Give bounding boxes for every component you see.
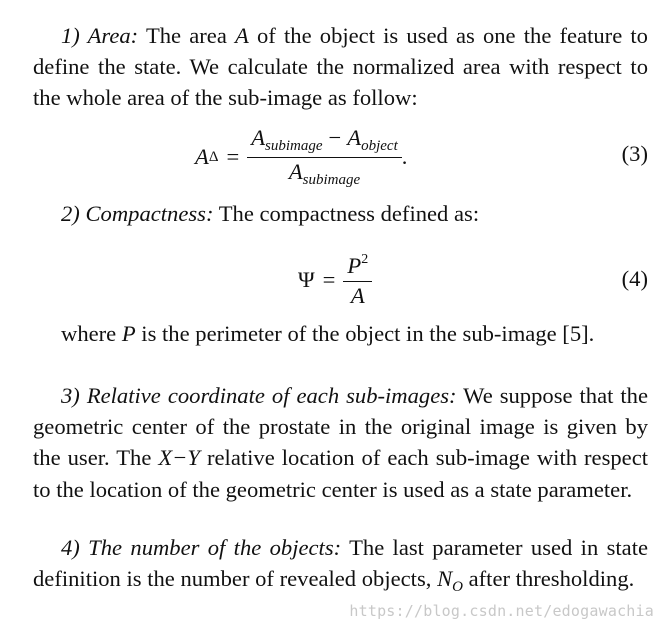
objects-paragraph — [33, 532, 648, 603]
area-var-a: A — [235, 23, 249, 48]
area-text-1: The area — [138, 23, 236, 48]
eq3-fraction — [247, 125, 402, 189]
relative-var-xy: X−Y — [158, 445, 200, 471]
eq4-lhs: Ψ — [298, 267, 315, 292]
perimeter-var-p: P — [121, 321, 136, 346]
compactness-paragraph — [33, 198, 648, 229]
eq4-den-a: A — [350, 282, 365, 308]
perimeter-paragraph — [33, 318, 648, 349]
equation-3-body — [195, 127, 407, 187]
compactness-text: The compactness defined as: — [213, 201, 480, 226]
equation-4 — [33, 250, 648, 310]
compactness-heading: 2) Compactness: — [61, 201, 214, 226]
eq4-equals: = — [322, 267, 336, 292]
eq3-num-a1: A — [251, 125, 266, 150]
area-paragraph — [33, 20, 648, 114]
eq3-den-a: A — [288, 159, 303, 184]
eq3-minus: − — [328, 125, 342, 150]
objects-var-n: N — [437, 566, 453, 592]
eq3-num-a2: A — [347, 125, 362, 150]
eq3-numerator — [247, 125, 402, 158]
relative-text-1: We suppose that the geometric center of the prostate in the original image is given by the user. The — [33, 383, 649, 471]
eq3-num-sub1: subimage — [265, 138, 323, 154]
eq4-fraction — [343, 252, 372, 309]
area-heading: 1) Area: — [61, 23, 139, 48]
eq3-denominator — [247, 158, 402, 189]
eq3-equals: = — [226, 144, 240, 169]
eq3-period: . — [401, 144, 408, 169]
eq3-number: (3) — [621, 141, 648, 166]
objects-text-2: after thresholding. — [462, 566, 635, 592]
relative-text-2: relative location of each sub-image with respect to the location of the geometric center is used as a state parameter. — [33, 445, 648, 502]
objects-text-1: The last parameter used in state definition is the number of revealed objects, — [33, 535, 649, 592]
eq4-number: (4) — [621, 266, 648, 291]
eq4-denominator — [343, 282, 372, 309]
equation-3 — [33, 127, 648, 187]
objects-var-n-sub: O — [452, 579, 463, 596]
equation-4-body — [298, 250, 372, 310]
perimeter-text-1: where — [61, 321, 122, 346]
perimeter-text-2: is the perimeter of the object in the sub-image [5]. — [135, 321, 595, 346]
relative-heading: 3) Relative coordinate of each sub-images: — [61, 383, 457, 408]
area-text-2: of the object is used as one the feature to define the state. We calculate the normalized area with respect to the whole area of the sub-image as follow: — [33, 23, 648, 111]
eq3-lhs: A — [195, 144, 209, 169]
eq4-num-sup: 2 — [361, 251, 369, 267]
eq4-numerator — [343, 252, 372, 282]
relative-coordinate-paragraph — [33, 380, 648, 505]
eq3-den-sub: subimage — [302, 172, 361, 188]
watermark-url: https://blog.csdn.net/edogawachia — [349, 602, 654, 620]
eq3-lhs-sub: Δ — [208, 148, 219, 165]
eq3-num-sub2: object — [361, 138, 398, 154]
eq4-num-p: P — [347, 252, 362, 278]
objects-heading: 4) The number of the objects: — [61, 535, 342, 560]
